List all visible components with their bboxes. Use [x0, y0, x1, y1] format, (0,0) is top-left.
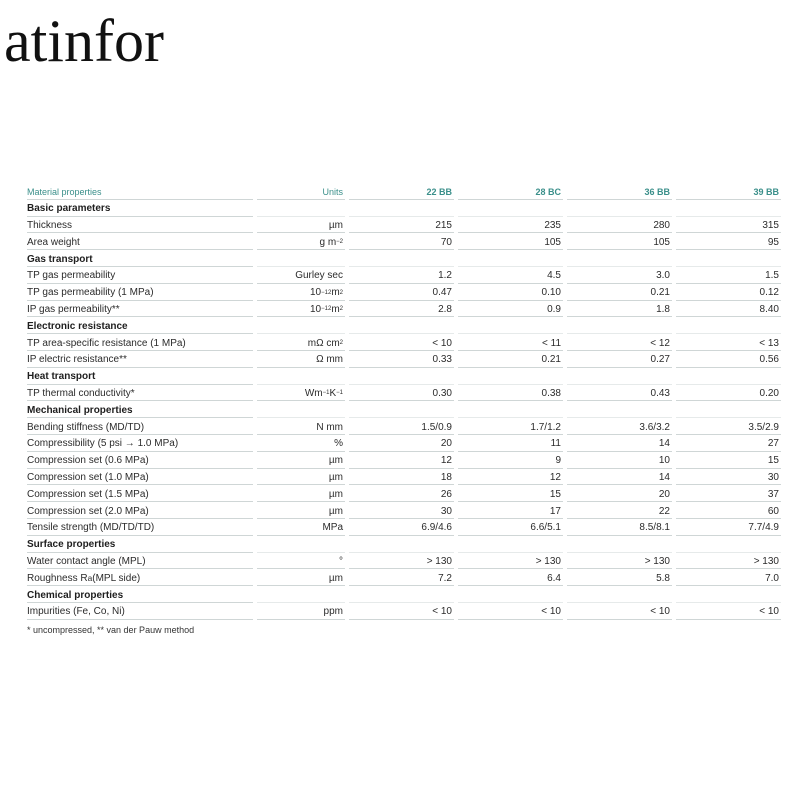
table-footnote: * uncompressed, ** van der Pauw method — [27, 625, 195, 635]
unit-cell — [257, 485, 345, 502]
section-label: Mechanical properties — [27, 401, 253, 418]
unit-text: m — [331, 287, 340, 299]
value-cell: < 11 — [458, 334, 563, 351]
value-cell: 3.5/2.9 — [676, 418, 781, 435]
unit-text: µm — [328, 471, 343, 483]
value-cell: 70 — [349, 233, 454, 250]
value-cell: 1.7/1.2 — [458, 418, 563, 435]
value-cell: > 130 — [567, 553, 672, 570]
value-cell: 30 — [676, 469, 781, 486]
value-cell: 0.20 — [676, 385, 781, 402]
value-cell: 0.33 — [349, 351, 454, 368]
value-cell: 26 — [349, 485, 454, 502]
value-cell: 7.2 — [349, 569, 454, 586]
brand-logo-text: atinfor — [4, 8, 164, 74]
value-cell: 105 — [458, 233, 563, 250]
value-cell: 215 — [349, 217, 454, 234]
empty-cell — [458, 586, 563, 603]
header-22bb: 22 BB — [349, 183, 454, 200]
property-name: Compression set (2.0 MPa) — [27, 505, 149, 517]
unit-text: MPa — [322, 522, 343, 534]
value-cell: 1.2 — [349, 267, 454, 284]
value-cell: 7.0 — [676, 569, 781, 586]
value-cell: 7.7/4.9 — [676, 519, 781, 536]
unit-prefix: 10 — [310, 303, 322, 315]
empty-cell — [458, 200, 563, 217]
value-cell: 27 — [676, 435, 781, 452]
value-cell: 6.6/5.1 — [458, 519, 563, 536]
empty-cell — [567, 401, 672, 418]
section-label: Gas transport — [27, 250, 253, 267]
table-row — [27, 385, 783, 402]
value-cell: 0.56 — [676, 351, 781, 368]
property-label — [27, 502, 253, 519]
property-name: TP gas permeability (1 MPa) — [27, 287, 154, 299]
value-cell: 18 — [349, 469, 454, 486]
value-cell: 0.12 — [676, 284, 781, 301]
empty-cell — [257, 250, 345, 267]
property-name: Bending stiffness (MD/TD) — [27, 421, 145, 433]
unit-prefix: 10 — [310, 287, 322, 299]
empty-cell — [567, 317, 672, 334]
empty-cell — [257, 368, 345, 385]
empty-cell — [257, 586, 345, 603]
unit-cell: mΩ cm 2 — [257, 334, 345, 351]
unit-cell: 10 −12 m 2 — [257, 284, 345, 301]
value-cell: > 130 — [676, 553, 781, 570]
value-cell: 30 — [349, 502, 454, 519]
table-row — [27, 603, 783, 620]
property-label — [27, 452, 253, 469]
unit-text: ° — [339, 555, 343, 567]
value-cell: 6.9/4.6 — [349, 519, 454, 536]
material-properties-table — [27, 183, 783, 620]
value-cell: 0.9 — [458, 301, 563, 318]
property-name: Compression set (1.0 MPa) — [27, 471, 149, 483]
unit-cell — [257, 569, 345, 586]
empty-cell — [349, 536, 454, 553]
unit-text: µm — [328, 219, 343, 231]
table-row — [27, 485, 783, 502]
property-name: Impurities (Fe, Co, Ni) — [27, 606, 125, 618]
property-label — [27, 301, 253, 318]
value-cell: < 10 — [349, 334, 454, 351]
empty-cell — [349, 250, 454, 267]
value-cell: > 130 — [349, 553, 454, 570]
empty-cell — [676, 586, 781, 603]
property-label — [27, 284, 253, 301]
property-subscript: a — [87, 573, 93, 584]
value-cell: 22 — [567, 502, 672, 519]
value-cell: 2.8 — [349, 301, 454, 318]
value-cell: 280 — [567, 217, 672, 234]
header-units: Units — [257, 183, 345, 200]
section-label: Electronic resistance — [27, 317, 253, 334]
unit-text: ppm — [323, 606, 343, 618]
empty-cell — [567, 250, 672, 267]
table-row — [27, 519, 783, 536]
property-label — [27, 267, 253, 284]
empty-cell — [458, 401, 563, 418]
value-cell: > 130 — [458, 553, 563, 570]
section-header-row — [27, 536, 783, 553]
value-cell: < 12 — [567, 334, 672, 351]
value-cell: 17 — [458, 502, 563, 519]
table-row — [27, 233, 783, 250]
value-cell: 6.4 — [458, 569, 563, 586]
value-cell: 11 — [458, 435, 563, 452]
value-cell: 0.21 — [458, 351, 563, 368]
property-label — [27, 485, 253, 502]
table-row — [27, 301, 783, 318]
property-name: Tensile strength (MD/TD/TD) — [27, 522, 155, 534]
unit-cell — [257, 502, 345, 519]
property-name: Thickness — [27, 219, 73, 231]
section-header-row — [27, 200, 783, 217]
table-row — [27, 418, 783, 435]
empty-cell — [676, 401, 781, 418]
unit-cell — [257, 267, 345, 284]
property-name-suffix: (MPL side) — [92, 572, 141, 584]
table-row — [27, 351, 783, 368]
value-cell: 1.5 — [676, 267, 781, 284]
table-row — [27, 452, 783, 469]
unit-cell — [257, 553, 345, 570]
value-cell: 0.38 — [458, 385, 563, 402]
property-label — [27, 435, 253, 452]
unit-text: Ω mm — [316, 354, 343, 366]
value-cell: 0.27 — [567, 351, 672, 368]
value-cell: 60 — [676, 502, 781, 519]
header-material-properties: Material properties — [27, 183, 253, 200]
unit-text: mΩ cm — [307, 337, 340, 349]
value-cell: 14 — [567, 469, 672, 486]
value-cell: 14 — [567, 435, 672, 452]
empty-cell — [676, 317, 781, 334]
empty-cell — [567, 368, 672, 385]
value-cell: 0.30 — [349, 385, 454, 402]
section-label: Chemical properties — [27, 586, 253, 603]
unit-cell — [257, 469, 345, 486]
table-row — [27, 284, 783, 301]
value-cell: 12 — [349, 452, 454, 469]
section-header-row — [27, 250, 783, 267]
empty-cell — [349, 586, 454, 603]
empty-cell — [458, 368, 563, 385]
empty-cell — [567, 586, 672, 603]
value-cell: 3.6/3.2 — [567, 418, 672, 435]
table-row — [27, 435, 783, 452]
unit-text: % — [334, 438, 343, 450]
value-cell: 1.8 — [567, 301, 672, 318]
value-cell: 3.0 — [567, 267, 672, 284]
property-name: TP thermal conductivity* — [27, 387, 135, 399]
property-name: TP area-specific resistance (1 MPa) — [27, 337, 186, 349]
value-cell: 4.5 — [458, 267, 563, 284]
unit-text: m — [331, 303, 340, 315]
unit-cell: 10 −12 m 2 — [257, 301, 345, 318]
table-row — [27, 217, 783, 234]
property-label — [27, 553, 253, 570]
empty-cell — [676, 536, 781, 553]
empty-cell — [676, 368, 781, 385]
value-cell: 105 — [567, 233, 672, 250]
property-name: Compression set (0.6 MPa) — [27, 455, 149, 467]
section-header-row — [27, 317, 783, 334]
section-header-row — [27, 368, 783, 385]
section-label: Surface properties — [27, 536, 253, 553]
table-row — [27, 502, 783, 519]
empty-cell — [257, 200, 345, 217]
unit-cell — [257, 452, 345, 469]
unit-cell — [257, 351, 345, 368]
section-header-row — [27, 401, 783, 418]
empty-cell — [458, 250, 563, 267]
empty-cell — [458, 536, 563, 553]
value-cell: 0.47 — [349, 284, 454, 301]
value-cell: 15 — [458, 485, 563, 502]
property-label — [27, 469, 253, 486]
value-cell: 95 — [676, 233, 781, 250]
value-cell: 20 — [349, 435, 454, 452]
unit-text: µm — [328, 505, 343, 517]
property-label — [27, 603, 253, 620]
value-cell: < 10 — [567, 603, 672, 620]
table-row — [27, 469, 783, 486]
header-39bb: 39 BB — [676, 183, 781, 200]
empty-cell — [257, 536, 345, 553]
value-cell: < 10 — [676, 603, 781, 620]
unit-cell — [257, 603, 345, 620]
empty-cell — [458, 317, 563, 334]
value-cell: 20 — [567, 485, 672, 502]
empty-cell — [567, 536, 672, 553]
property-label — [27, 519, 253, 536]
value-cell: 12 — [458, 469, 563, 486]
property-name: Compressibility (5 psi → 1.0 MPa) — [27, 438, 179, 450]
empty-cell — [349, 200, 454, 217]
unit-cell: g m −2 — [257, 233, 345, 250]
unit-text: N mm — [316, 421, 343, 433]
header-28bc: 28 BC — [458, 183, 563, 200]
value-cell: < 13 — [676, 334, 781, 351]
unit-text: µm — [328, 455, 343, 467]
table-header-row — [27, 183, 783, 200]
value-cell: 315 — [676, 217, 781, 234]
property-name: Roughness R — [27, 572, 88, 584]
property-label — [27, 334, 253, 351]
empty-cell — [567, 200, 672, 217]
property-label — [27, 217, 253, 234]
unit-text: Gurley sec — [295, 270, 343, 282]
value-cell: < 10 — [458, 603, 563, 620]
value-cell: 235 — [458, 217, 563, 234]
unit-cell — [257, 435, 345, 452]
unit-cell — [257, 418, 345, 435]
value-cell: 0.43 — [567, 385, 672, 402]
value-cell: 10 — [567, 452, 672, 469]
unit-text: K — [329, 387, 337, 399]
property-label — [27, 233, 253, 250]
empty-cell — [676, 250, 781, 267]
value-cell: 0.21 — [567, 284, 672, 301]
property-name: TP gas permeability — [27, 270, 116, 282]
value-cell: 5.8 — [567, 569, 672, 586]
section-label: Basic parameters — [27, 200, 253, 217]
unit-cell: Wm −1 K −1 — [257, 385, 345, 402]
empty-cell — [349, 317, 454, 334]
empty-cell — [676, 200, 781, 217]
value-cell: 1.5/0.9 — [349, 418, 454, 435]
unit-text: g m — [319, 236, 337, 248]
table-row — [27, 267, 783, 284]
value-cell: < 10 — [349, 603, 454, 620]
empty-cell — [349, 368, 454, 385]
unit-text: µm — [328, 488, 343, 500]
section-header-row — [27, 586, 783, 603]
unit-cell — [257, 519, 345, 536]
property-label — [27, 418, 253, 435]
value-cell: 8.5/8.1 — [567, 519, 672, 536]
property-label — [27, 351, 253, 368]
property-name: Compression set (1.5 MPa) — [27, 488, 149, 500]
section-label: Heat transport — [27, 368, 253, 385]
value-cell: 9 — [458, 452, 563, 469]
property-label — [27, 385, 253, 402]
table-row — [27, 553, 783, 570]
empty-cell — [257, 317, 345, 334]
property-name: IP electric resistance** — [27, 354, 127, 366]
value-cell: 0.10 — [458, 284, 563, 301]
value-cell: 8.40 — [676, 301, 781, 318]
unit-text: µm — [328, 572, 343, 584]
value-cell: 37 — [676, 485, 781, 502]
table-row — [27, 334, 783, 351]
empty-cell — [257, 401, 345, 418]
value-cell: 15 — [676, 452, 781, 469]
property-label — [27, 569, 253, 586]
empty-cell — [349, 401, 454, 418]
unit-prefix: Wm — [304, 387, 323, 399]
unit-cell — [257, 217, 345, 234]
header-36bb: 36 BB — [567, 183, 672, 200]
property-name: Area weight — [27, 236, 80, 248]
property-name: IP gas permeability** — [27, 303, 120, 315]
property-name: Water contact angle (MPL) — [27, 555, 146, 567]
table-row — [27, 569, 783, 586]
